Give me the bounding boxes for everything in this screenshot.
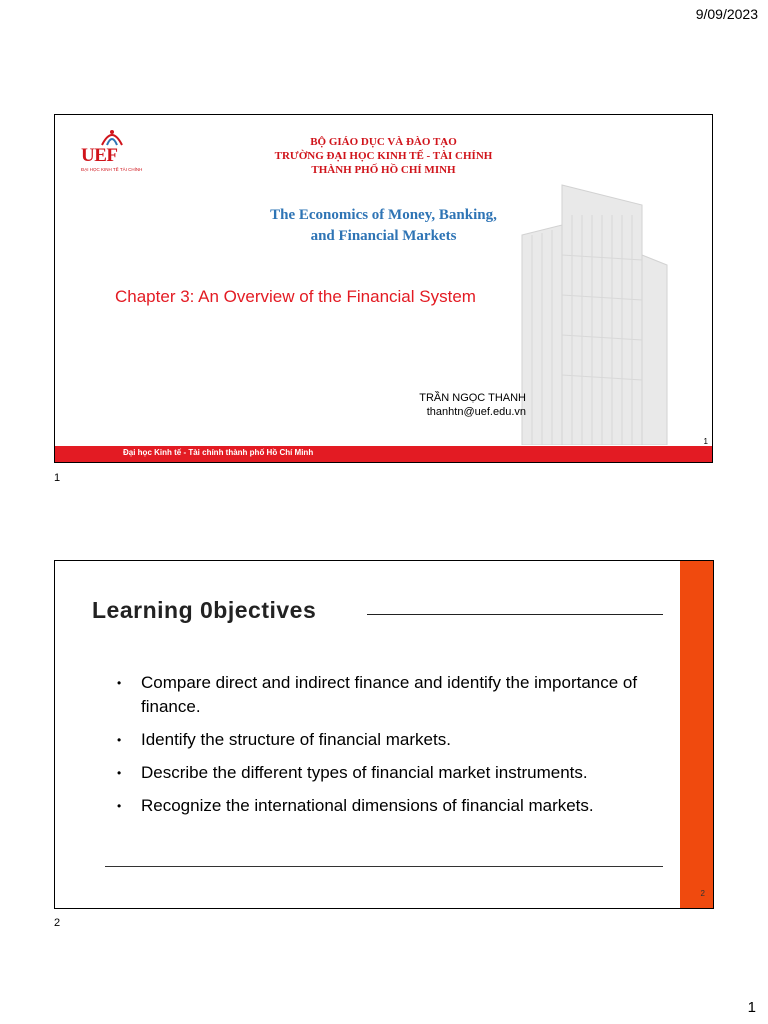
side-accent-bar [680, 561, 713, 908]
author-block [419, 391, 526, 419]
list-item [117, 671, 657, 719]
author-name: TRẦN NGỌC THANH [419, 392, 526, 404]
list-item [117, 728, 657, 752]
list-item [117, 761, 657, 785]
objective-text: Describe the different types of financial market instruments. [141, 763, 588, 782]
slide-1-title-slide [54, 114, 713, 463]
author-email: thanhtn@uef.edu.vn [426, 406, 526, 418]
title-divider [367, 614, 663, 615]
objectives-list [117, 671, 657, 827]
ministry-line: BỘ GIÁO DỤC VÀ ĐÀO TẠO [310, 136, 457, 148]
objective-text: Identify the structure of financial markets. [141, 730, 451, 749]
book-title-line-1: The Economics of Money, Banking, [270, 207, 497, 223]
bullet-icon: • [117, 676, 122, 690]
logo-subtitle: ĐẠI HỌC KINH TẾ TÀI CHÍNH [81, 167, 143, 172]
slide-2-corner-number: 2 [700, 889, 705, 898]
slide-1-label: 1 [54, 472, 61, 484]
bullet-icon: • [117, 766, 122, 780]
page-date: 9/09/2023 [695, 6, 758, 22]
city-line: THÀNH PHỐ HỒ CHÍ MINH [311, 164, 456, 176]
slide-title: Learning 0bjectives [92, 597, 317, 623]
slide-2-learning-objectives [54, 560, 714, 909]
logo-text: UEF [81, 145, 118, 166]
slide-2-label: 2 [54, 917, 61, 929]
book-title [55, 205, 712, 247]
slide-1-corner-number: 1 [703, 437, 708, 446]
page-number: 1 [747, 999, 756, 1016]
objective-text: Recognize the international dimensions of financial markets. [141, 796, 594, 815]
list-item [117, 794, 657, 818]
bottom-divider [105, 866, 663, 867]
university-line: TRƯỜNG ĐẠI HỌC KINH TẾ - TÀI CHÍNH [274, 150, 493, 162]
book-title-line-2: and Financial Markets [310, 228, 457, 244]
footer-bar [55, 446, 712, 462]
bullet-icon: • [117, 733, 122, 747]
footer-text: Đại học Kinh tế - Tài chính thành phố Hồ Chí Minh [123, 448, 314, 457]
institution-header [55, 135, 712, 177]
chapter-title: Chapter 3: An Overview of the Financial System [115, 287, 476, 306]
bullet-icon: • [117, 799, 122, 813]
objective-text: Compare direct and indirect finance and identify the importance of finance. [141, 673, 638, 716]
